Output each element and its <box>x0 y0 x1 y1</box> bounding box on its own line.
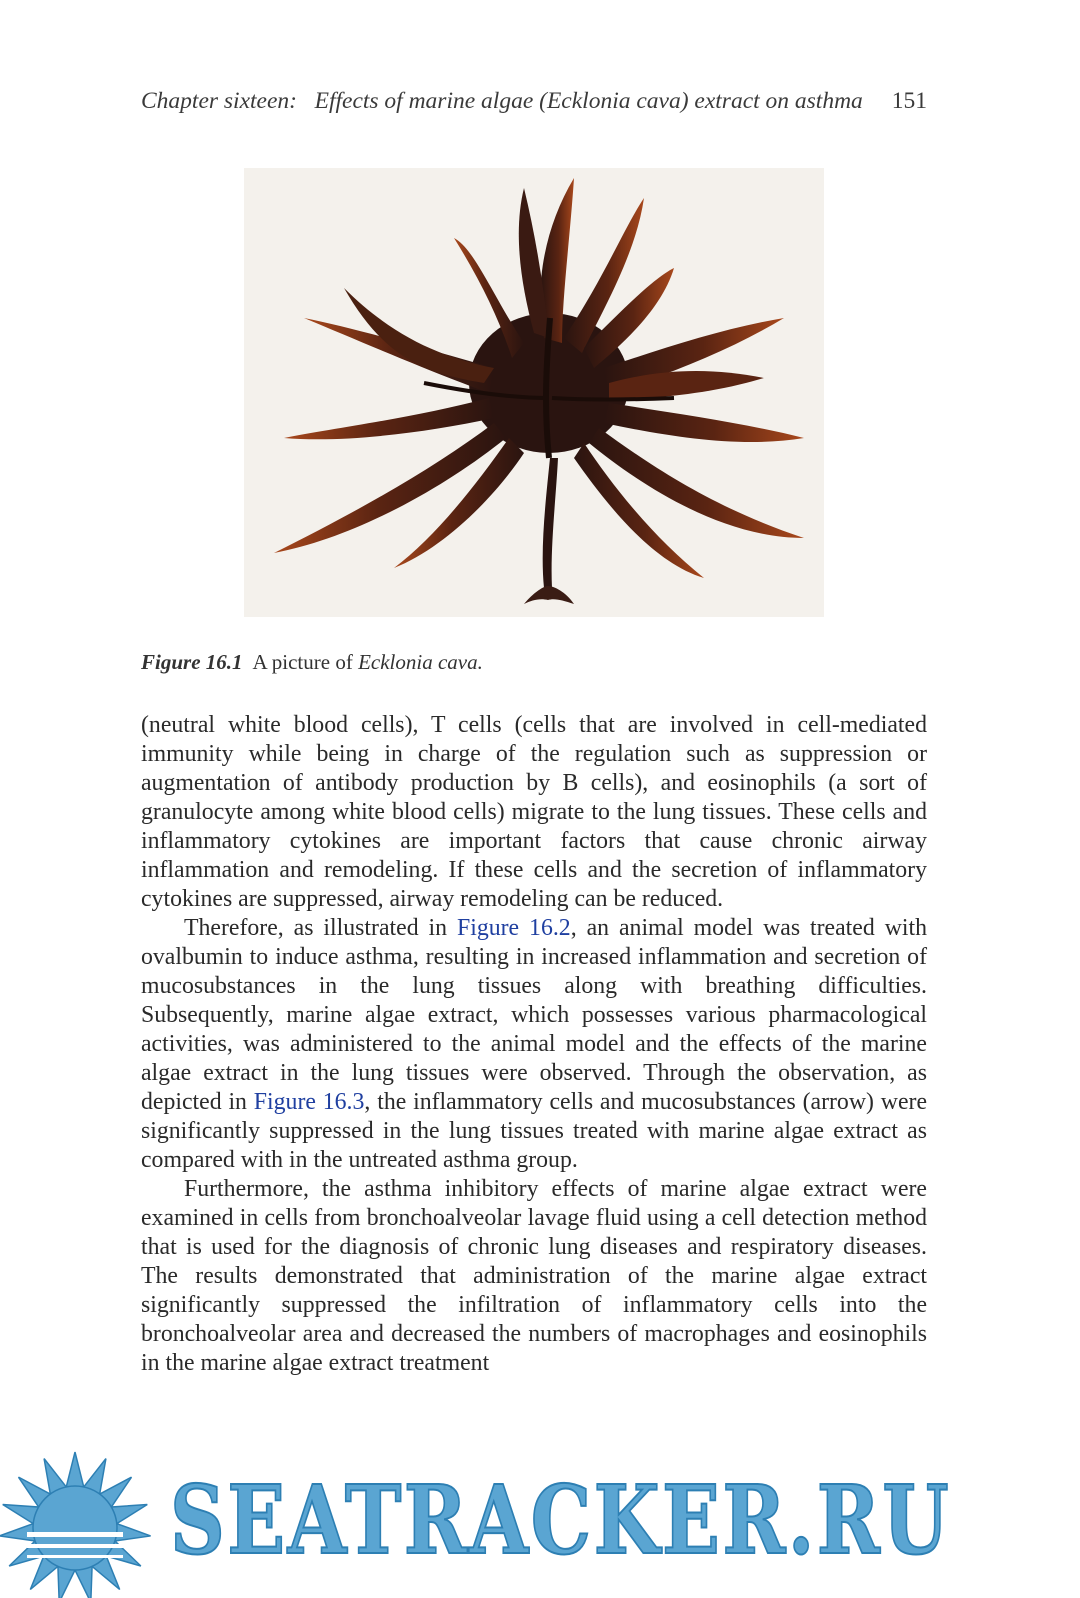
page-number: 151 <box>891 88 927 114</box>
paragraph-2-end: , the inflammatory cells and mucosubstances (arrow) were significantly suppressed in the lung tissues treated with marine algae extract as compared with in the untreated asthma group. <box>141 1089 928 1173</box>
figure-16-3-link[interactable]: Figure 16.3 <box>253 1089 365 1115</box>
figure-caption <box>141 650 483 675</box>
paragraph-2-middle: , an animal model was treated with ovalbumin to induce asthma, resulting in increased inflammation and secretion of mucosubstances in the lung tissues along with breathing difficulties. Subsequently, marine algae extract, which possesses various pharmacological activities, was administered to the animal model and the effects of the marine algae extract in the lung tissues were observed. Through the observation, as depicted in <box>141 915 927 1115</box>
caption-species: Ecklonia cava. <box>358 650 483 674</box>
paragraph-2 <box>141 914 927 1175</box>
figure-16-2-link[interactable]: Figure 16.2 <box>456 915 571 941</box>
chapter-title: Effects of marine algae (Ecklonia cava) extract on asthma <box>314 88 863 114</box>
running-head <box>141 88 927 115</box>
seaweed-illustration <box>244 168 824 617</box>
figure-label: Figure 16.1 <box>141 650 243 674</box>
paragraph-2-start: Therefore, as illustrated in <box>184 915 457 941</box>
chapter-label: Chapter sixteen: <box>141 88 297 114</box>
caption-text: A picture of <box>252 650 353 674</box>
paragraph-3: Furthermore, the asthma inhibitory effects of marine algae extract were examined in cells from bronchoalveolar lavage fluid using a cell detection method that is used for the diagnosis of chronic lung diseases and respiratory diseases. The results demonstrated that administration of the marine algae extract significantly suppressed the infiltration of inflammatory cells into the bronchoalveolar area and decreased the numbers of macrophages and eosinophils in the marine algae extract treatment <box>141 1176 927 1376</box>
ecklonia-cava-photo <box>244 168 824 617</box>
paragraph-1: (neutral white blood cells), T cells (cells that are involved in cell-mediated immunity while being in charge of the regulation such as suppression or augmentation of antibody production by B cells), and eosinophils (a sort of granulocyte among white blood cells) migrate to the lung tissues. These cells and inflammatory cytokines are important factors that cause chronic airway inflammation and remodeling. If these cells and the secretion of inflammatory cytokines are suppressed, airway remodeling can be reduced. <box>141 712 927 912</box>
body-text <box>141 711 927 1378</box>
watermark-text: SEATRACKER.RU <box>170 1465 952 1576</box>
